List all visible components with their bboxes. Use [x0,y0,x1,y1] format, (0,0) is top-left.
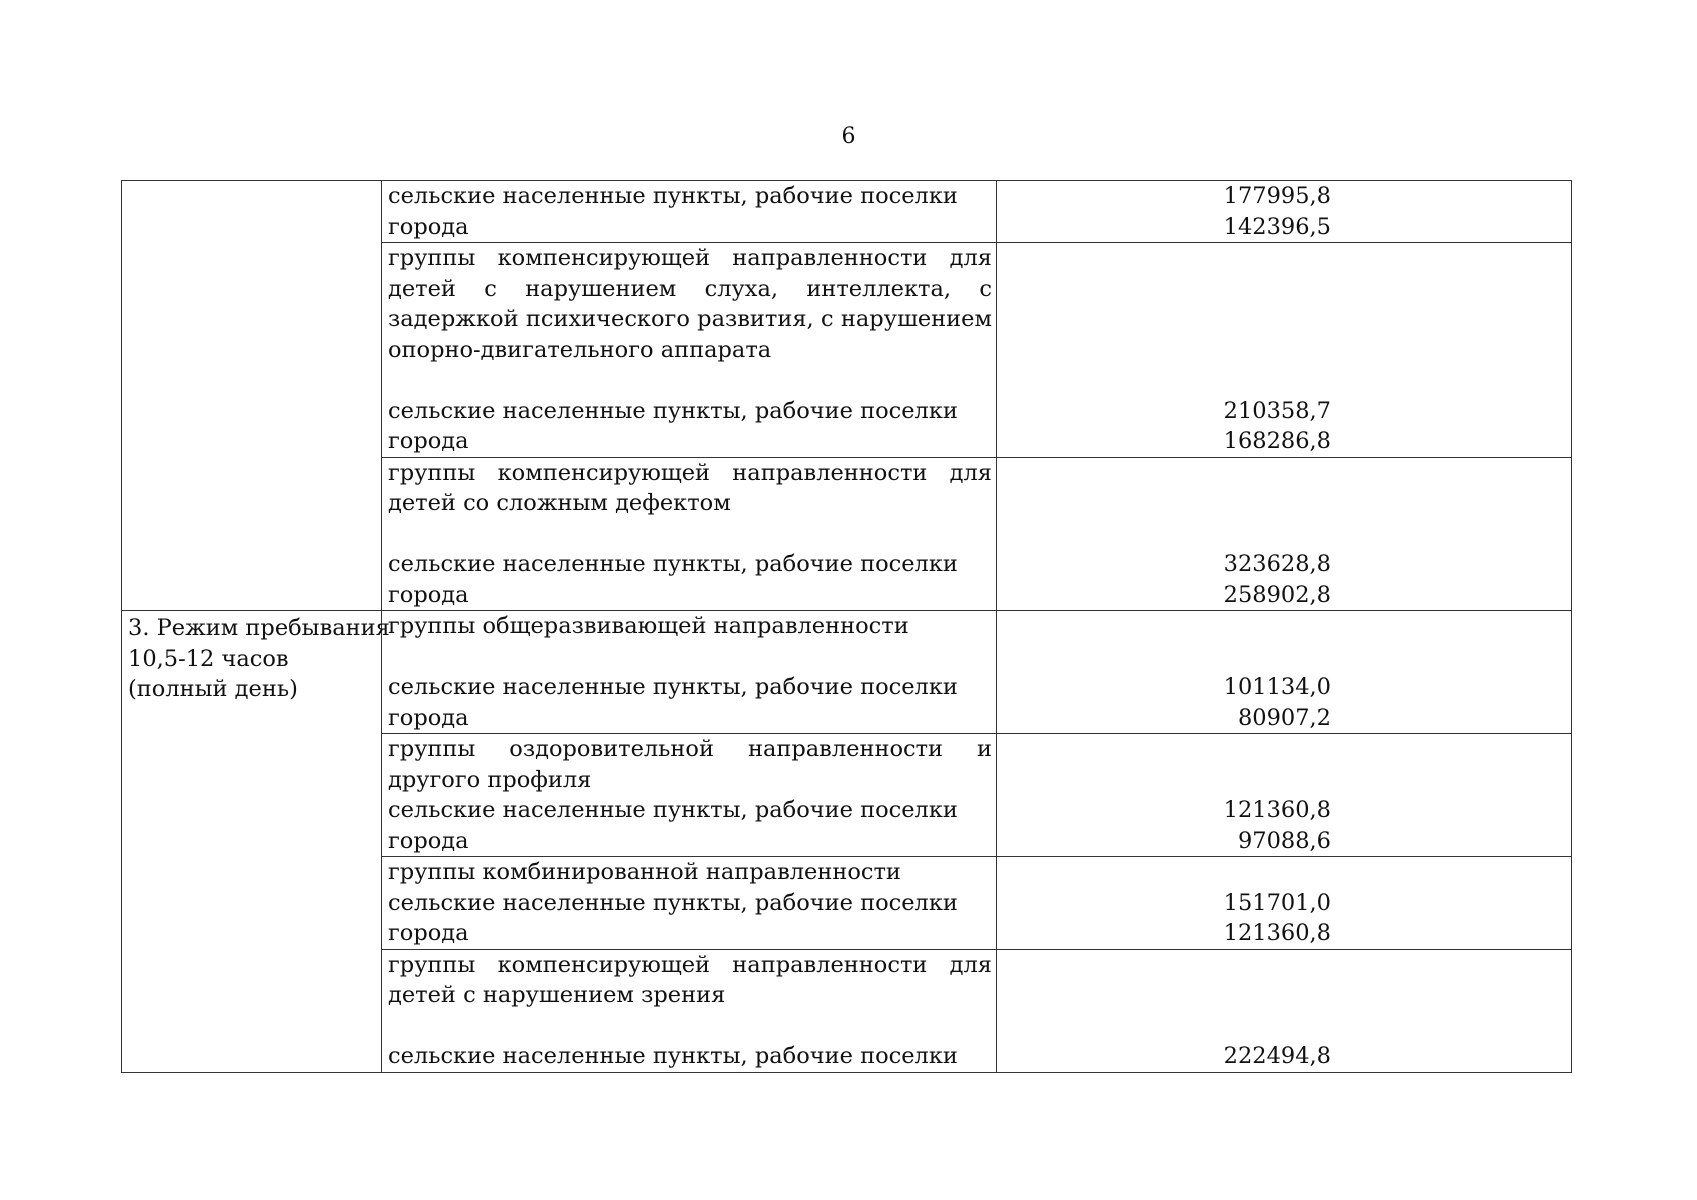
locality-label: города [388,704,469,731]
cost-value: 323628,8 [1223,551,1331,577]
page-number: 6 [841,124,856,149]
table-row [122,611,1572,734]
locality-label: сельские населенные пункты, рабочие поселки [388,889,958,916]
tariff-table [121,180,1572,1073]
mode-label: 10,5-12 часов [128,645,289,672]
cost-value: 101134,0 [1223,674,1331,700]
value-cell [997,857,1572,950]
cost-value: 177995,8 [1223,183,1331,209]
group-title: группы компенсирующей направленности для детей со сложным дефектом [388,459,992,516]
locality-label: сельские населенные пункты, рабочие поселки [388,797,958,823]
value-cell [997,734,1572,857]
group-title: группы комбинированной направленности [388,859,901,885]
cost-value: 121360,8 [1223,920,1331,946]
group-title: группы компенсирующей направленности для детей с нарушением слуха, интеллекта, с задержкой психического развития, с нарушением опорно-двигательного аппарата [388,245,992,363]
group-description-cell [382,181,997,243]
cost-value: 121360,8 [1223,797,1331,823]
group-description-cell [382,857,997,950]
group-title: группы общеразвивающей направленности [388,613,909,639]
locality-label: сельские населенные пункты, рабочие поселки [388,1043,958,1069]
cost-value: 97088,6 [1237,827,1331,854]
locality-label: города [388,213,469,240]
locality-label: сельские населенные пункты, рабочие поселки [388,551,958,577]
cost-value: 80907,2 [1237,704,1331,731]
group-description-cell [382,243,997,458]
mode-cell [122,611,390,1073]
group-description-cell [382,611,997,734]
cost-value: 222494,8 [1223,1043,1331,1069]
group-description-cell [382,457,997,611]
locality-label: города [388,920,469,946]
cost-value: 151701,0 [1223,889,1331,916]
group-description-cell [382,949,997,1072]
mode-label: (полный день) [128,676,298,702]
group-title: группы компенсирующей направленности для детей с нарушением зрения [388,951,992,1008]
cost-value: 142396,5 [1223,213,1331,240]
value-cell [997,949,1572,1072]
cost-value: 168286,8 [1223,428,1331,454]
mode-cell [122,181,382,611]
tariff-table-body [122,181,1572,1073]
locality-label: города [388,428,469,454]
value-cell [997,611,1572,734]
table-row [122,181,1572,243]
group-title: группы оздоровительной направленности и другого профиля [388,736,992,793]
locality-label: города [388,581,469,608]
group-description-cell [382,734,997,857]
value-cell [997,457,1572,611]
locality-label: сельские населенные пункты, рабочие поселки [388,397,958,424]
value-cell [997,243,1572,458]
value-cell [997,181,1572,243]
cost-value: 210358,7 [1223,397,1331,424]
locality-label: сельские населенные пункты, рабочие поселки [388,674,958,700]
mode-label: 3. Режим пребывания [128,615,390,641]
locality-label: города [388,827,469,854]
locality-label: сельские населенные пункты, рабочие поселки [388,183,958,209]
cost-value: 258902,8 [1223,581,1331,608]
